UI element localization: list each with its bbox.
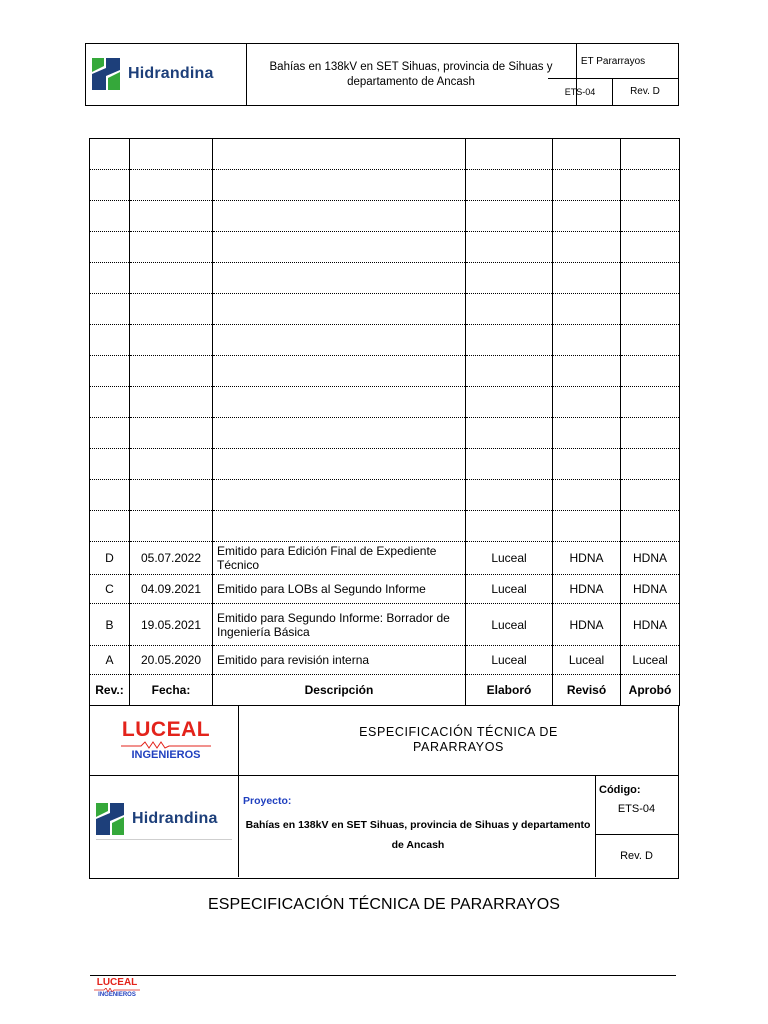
project-description: Bahías en 138kV en SET Sihuas, provincia de Sihuas y departamento de Ancash (245, 819, 591, 851)
hidrandina-wordmark: Hidrandina (132, 810, 218, 827)
table-row-empty (90, 201, 680, 232)
table-row-empty (90, 418, 680, 449)
prepared-cell: Luceal (466, 646, 553, 675)
table-row-empty (90, 232, 680, 263)
rev-cell: B (90, 604, 130, 646)
approved-header: Aprobó (621, 675, 680, 706)
footer-luceal-subtitle: INGENIEROS (98, 992, 136, 998)
hidrandina-wordmark: Hidrandina (128, 65, 214, 82)
reviewed-header: Revisó (553, 675, 621, 706)
prepared-cell: Luceal (466, 604, 553, 646)
header-revision: Rev. D (630, 86, 660, 97)
project-label: Proyecto: (243, 795, 292, 807)
luceal-subtitle: INGENIEROS (131, 749, 201, 761)
date-cell: 19.05.2021 (130, 604, 213, 646)
description-cell: Emitido para Segundo Informe: Borrador de Ingeniería Básica (213, 604, 466, 646)
prepared-cell: Luceal (466, 575, 553, 604)
date-cell: 04.09.2021 (130, 575, 213, 604)
spec-title: ESPECIFICACIÓN TÉCNICA DE PARARRAYOS (359, 725, 558, 754)
code-value: ETS-04 (617, 803, 656, 815)
table-row-empty (90, 449, 680, 480)
luceal-wave-icon (121, 741, 211, 749)
header-project-title: Bahías en 138kV en SET Sihuas, provincia de Sihuas y departamento de Ancash (246, 44, 577, 105)
table-row-empty (90, 263, 680, 294)
table-row-empty (90, 325, 680, 356)
luceal-wordmark: LUCEAL (121, 718, 211, 741)
document-header (85, 43, 679, 106)
header-doc-title: ET Pararrayos (548, 44, 678, 79)
revision-row-d (90, 542, 680, 575)
revision-table-header (90, 675, 680, 706)
revision-table (89, 138, 680, 706)
description-cell: Emitido para Edición Final de Expediente Técnico (213, 542, 466, 575)
hidrandina-logo (92, 58, 214, 90)
luceal-logo (118, 719, 214, 761)
approved-cell: HDNA (621, 604, 680, 646)
approved-cell: Luceal (621, 646, 680, 675)
description-cell: Emitido para revisión interna (213, 646, 466, 675)
prepared-cell: Luceal (466, 542, 553, 575)
revision-row-a (90, 646, 680, 675)
rev-cell: A (90, 646, 130, 675)
footer-luceal-logo (92, 978, 142, 999)
approved-cell: HDNA (621, 575, 680, 604)
reviewed-cell: HDNA (553, 575, 621, 604)
description-cell: Emitido para LOBs al Segundo Informe (213, 575, 466, 604)
revision-row-b (90, 604, 680, 646)
table-row-empty (90, 294, 680, 325)
revision-value: Rev. D (620, 850, 653, 862)
rev-cell: D (90, 542, 130, 575)
table-row-empty (90, 511, 680, 542)
approved-cell: HDNA (621, 542, 680, 575)
hidrandina-mark-icon (92, 58, 122, 90)
reviewed-cell: HDNA (553, 604, 621, 646)
table-row-empty (90, 480, 680, 511)
table-row-empty (90, 170, 680, 201)
table-row-empty (90, 356, 680, 387)
rev-header: Rev.: (90, 675, 130, 706)
reviewed-cell: HDNA (553, 542, 621, 575)
header-logo-cell (86, 44, 247, 105)
prepared-header: Elaboró (466, 675, 553, 706)
reviewed-cell: Luceal (553, 646, 621, 675)
code-label: Código: (599, 784, 641, 796)
date-header: Fecha: (130, 675, 213, 706)
hidrandina-logo-titleblock (96, 802, 218, 836)
table-row-empty (90, 139, 680, 170)
revision-row-c (90, 575, 680, 604)
table-row-empty (90, 387, 680, 418)
page-title: ESPECIFICACIÓN TÉCNICA DE PARARRAYOS (207, 896, 561, 913)
description-header: Descripción (213, 675, 466, 706)
header-code: ETS-04 (548, 78, 613, 105)
rev-cell: C (90, 575, 130, 604)
footer-luceal-wordmark: LUCEAL (96, 977, 138, 988)
hidrandina-mark-icon (96, 802, 126, 836)
footer-divider (90, 975, 676, 976)
date-cell: 20.05.2020 (130, 646, 213, 675)
title-block (89, 705, 679, 879)
date-cell: 05.07.2022 (130, 542, 213, 575)
